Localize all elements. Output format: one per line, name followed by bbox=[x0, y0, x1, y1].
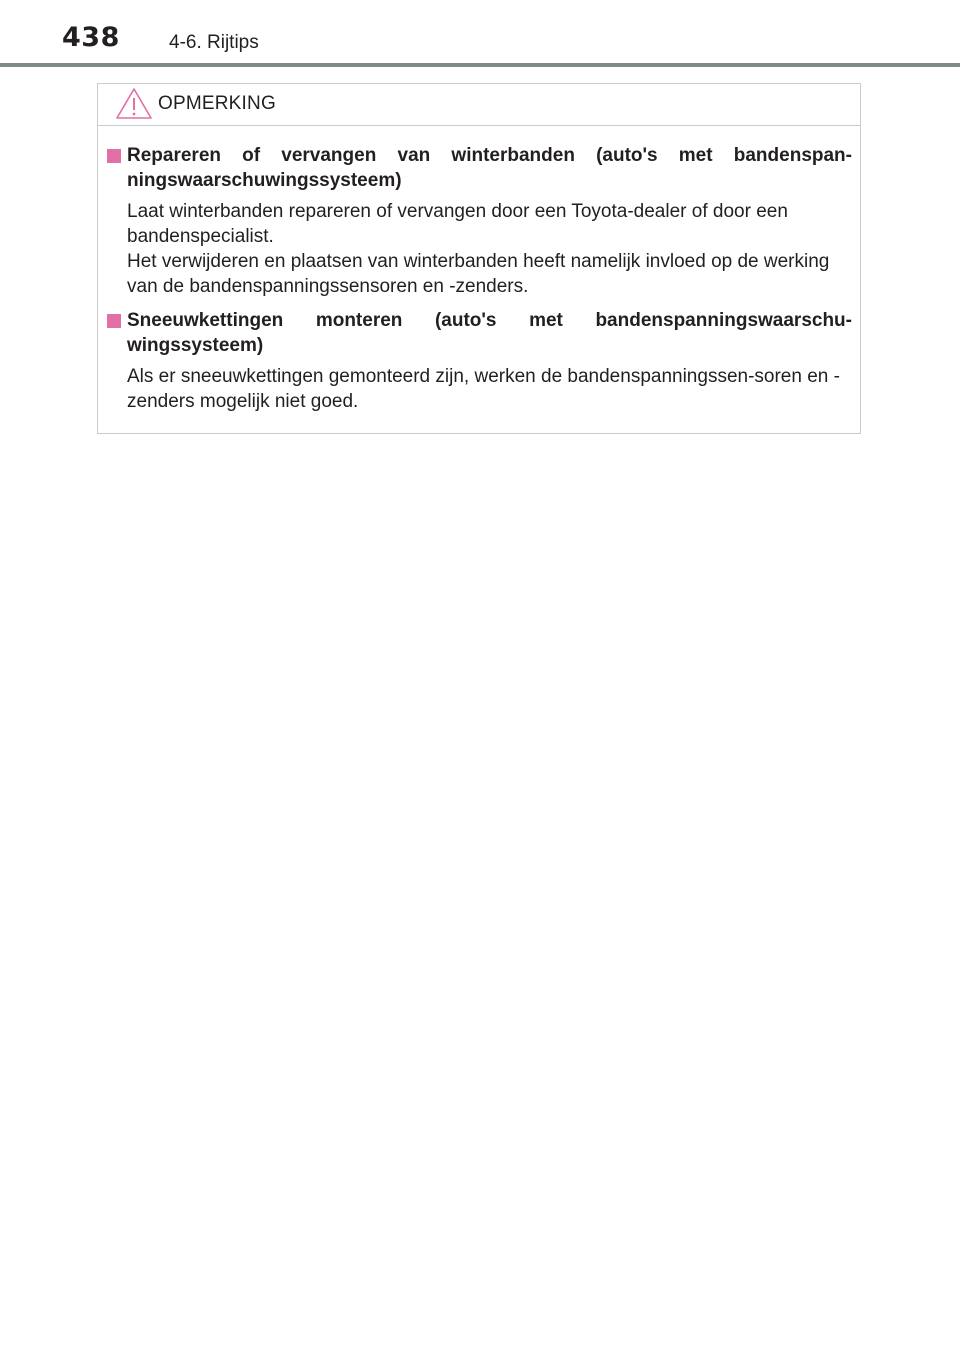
paragraph: Laat winterbanden repareren of vervangen door een Toyota-dealer of door een bandenspecialist. bbox=[127, 201, 788, 247]
page-number: 438 bbox=[62, 22, 120, 53]
item-text bbox=[106, 199, 852, 299]
item-heading-text: Repareren of vervangen van winterbanden (auto's met bandenspan-ningswaarschuwingssysteem) bbox=[127, 145, 852, 191]
item-heading bbox=[106, 308, 852, 358]
notice-item bbox=[106, 308, 852, 414]
item-heading-text: Sneeuwkettingen monteren (auto's met bandenspanningswaarschu-wingssysteem) bbox=[127, 310, 852, 356]
paragraph: Als er sneeuwkettingen gemonteerd zijn, werken de bandenspanningssen-soren en -zenders mogelijk niet goed. bbox=[127, 366, 840, 412]
bullet-square-icon bbox=[107, 314, 121, 328]
bullet-square-icon bbox=[107, 149, 121, 163]
item-text bbox=[106, 364, 852, 414]
notice-title: OPMERKING bbox=[158, 93, 276, 114]
notice-body bbox=[98, 126, 860, 414]
header-rule bbox=[0, 63, 960, 67]
notice-header bbox=[98, 84, 860, 126]
paragraph: Het verwijderen en plaatsen van winterbanden heeft namelijk invloed op de werking van de bandenspanningssensoren en -zenders. bbox=[127, 251, 830, 297]
notice-item bbox=[106, 143, 852, 299]
warning-triangle-icon bbox=[115, 86, 153, 120]
item-heading bbox=[106, 143, 852, 193]
section-title: 4-6. Rijtips bbox=[169, 32, 259, 53]
notice-box bbox=[97, 83, 861, 434]
